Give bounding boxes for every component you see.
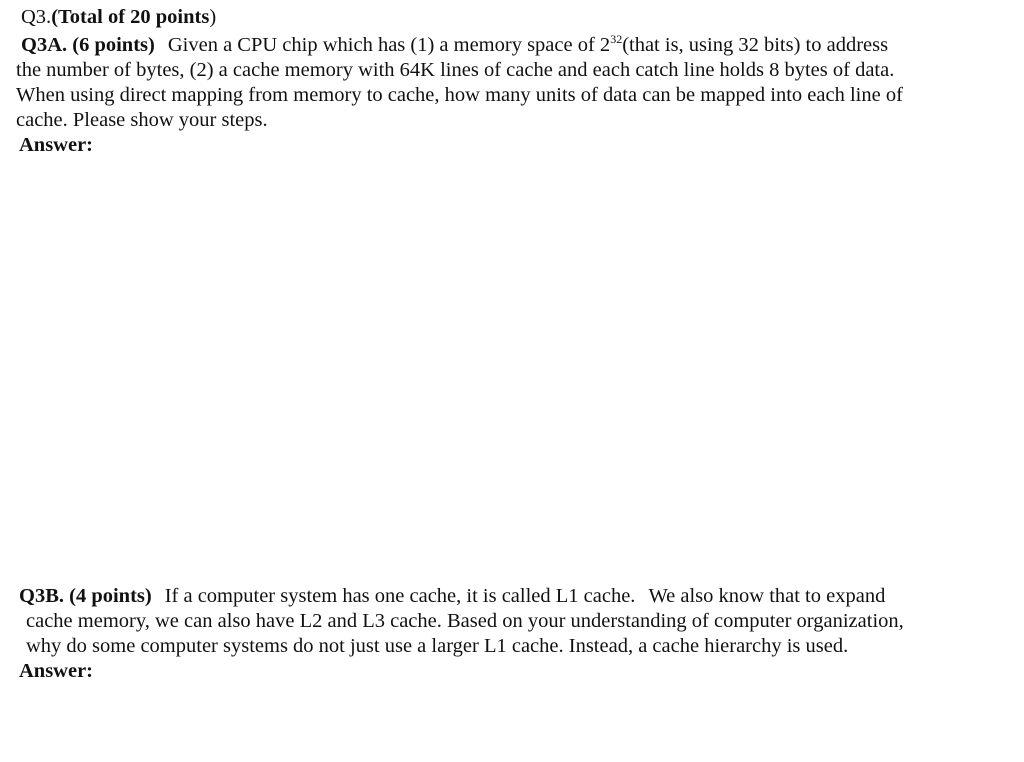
q3a-question-line-4: cache. Please show your steps.: [16, 109, 268, 131]
q3-heading-total: (Total of 20 points: [51, 6, 210, 28]
q3a-text-1b: (that is, using 32 bits) to address: [622, 34, 889, 56]
q3-heading-prefix: Q3.: [21, 6, 52, 28]
q3b-question-line-2: cache memory, we can also have L2 and L3 cache. Based on your understanding of computer organization,: [26, 610, 904, 632]
q3a-answer-label: Answer:: [19, 134, 94, 156]
q3b-label: Q3B. (4 points): [19, 585, 152, 607]
q3-heading-suffix: ): [209, 6, 217, 28]
q3b-text-1b: We also know that to expand: [648, 585, 886, 607]
q3b-question-line-1: [19, 584, 885, 608]
q3b-question-line-3: why do some computer systems do not just use a larger L1 cache. Instead, a cache hierarchy is used.: [26, 635, 849, 657]
q3a-question-line-2: the number of bytes, (2) a cache memory with 64K lines of cache and each catch line holds 8 bytes of data.: [16, 59, 895, 81]
q3a-question-line-3: When using direct mapping from memory to cache, how many units of data can be mapped into each line of: [16, 84, 903, 106]
q3a-exponent: 32: [610, 32, 623, 46]
q3a-text-1a: Given a CPU chip which has (1) a memory space of 2: [167, 34, 611, 56]
q3-heading: [21, 5, 216, 29]
q3b-text-1a: If a computer system has one cache, it is called L1 cache.: [164, 585, 636, 607]
q3a-label: Q3A. (6 points): [21, 34, 155, 56]
q3b-answer-label: Answer:: [19, 660, 94, 682]
q3a-question-line-1: [21, 33, 888, 57]
